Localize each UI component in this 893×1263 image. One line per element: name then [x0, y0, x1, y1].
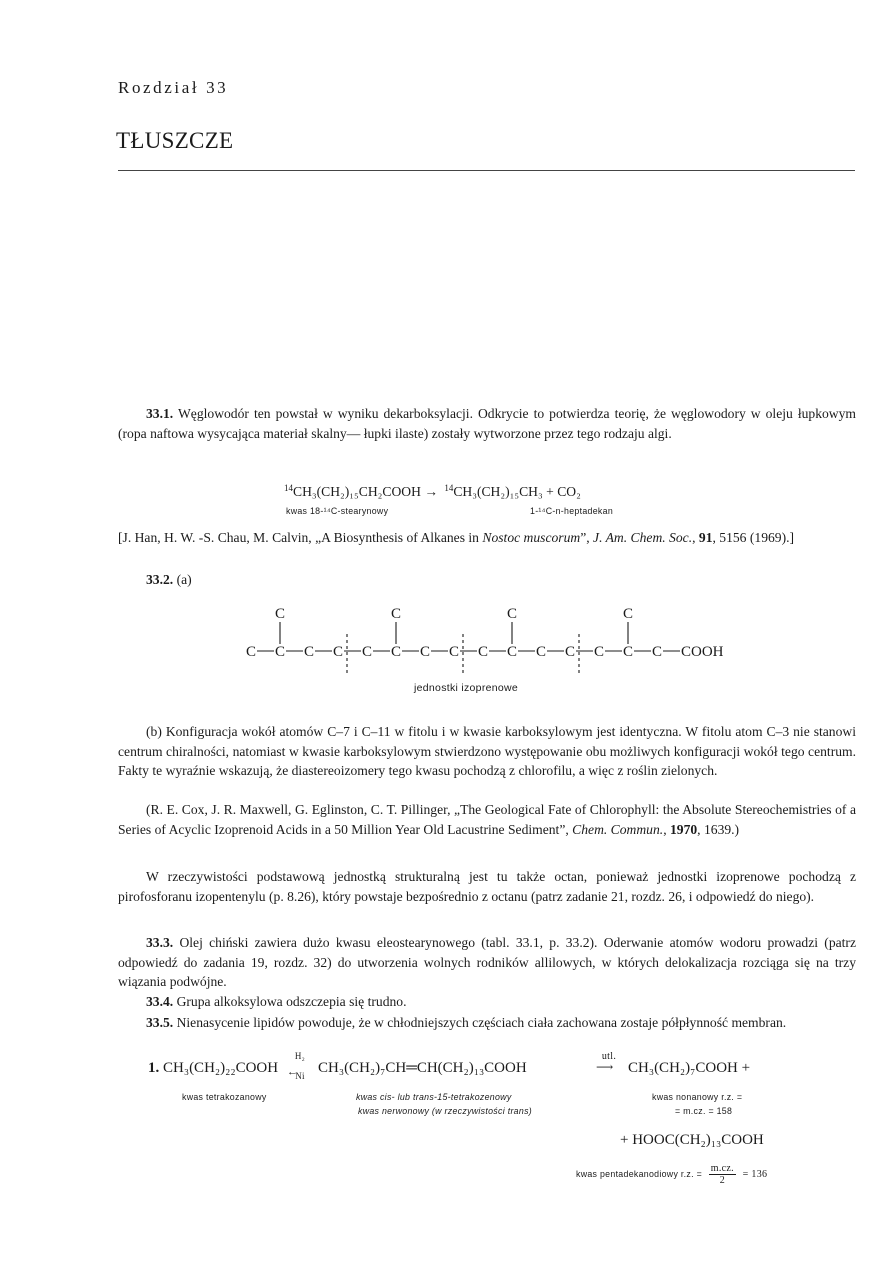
chain-carbon: C [623, 644, 634, 660]
ref-text: , [692, 530, 699, 545]
chain-carbon: C [391, 644, 402, 660]
ref-text: , 5156 (1969).] [712, 530, 795, 545]
ref-text: [J. Han, H. W. -S. Chau, M. Calvin, „A Biosynthesis of Alkanes in [118, 530, 483, 545]
arrow-label-top: utl. [601, 1051, 617, 1062]
reaction-products: CH₃(CH₂)₁₅CH₃ + CO₂ [453, 484, 581, 499]
ref-journal: J. Am. Chem. Soc. [593, 530, 693, 545]
answer-33-5 [118, 1013, 856, 1033]
carboxyl-group: COOH [681, 644, 724, 660]
reaction-reactant: CH₃(CH₂)₁₅CH₂COOH → [293, 484, 438, 499]
answer-number: 33.2. [146, 572, 174, 587]
answer-text: Grupa alkoksylowa odszczepia się trudno. [173, 994, 407, 1009]
equilibrium-arrow-hydrogenation [287, 1051, 313, 1084]
methyl-branch: C [391, 606, 402, 622]
equation-1 [148, 1060, 278, 1077]
chain-carbon: C [507, 644, 518, 660]
answer-number: 33.1. [146, 406, 174, 421]
chain-carbon: C [362, 644, 373, 660]
chapter-label: Rozdział 33 [118, 78, 229, 97]
answer-33-2-b: (b) Konfiguracja wokół atomów C–7 i C–11 w fitolu i w kwasie karboksylowym jest identyczna. W fitolu atom C–3 nie stanowi centrum chiralności, natomiast w kwasie karboksylowym stwierdzono występowanie obu możliwych konfiguracji wokół tego centrum. Fakty te wyraźnie wskazują, że diastereoizomery tego kwasu pochodzą z chlorofilu, a więc z roślin zielonych. [118, 724, 856, 778]
answer-number: 33.5. [146, 1015, 174, 1030]
ref-journal: Chem. Commun. [572, 821, 664, 837]
answer-number: 33.3. [146, 935, 174, 950]
answer-text: Nienasycenie lipidów powoduje, że w chłodniejszych częściach ciała zachowana zostaje półpłynność membran. [173, 1015, 787, 1030]
chain-carbon: C [536, 644, 547, 660]
ref-text: , 1639.) [697, 821, 740, 837]
chain-carbon: C [478, 644, 489, 660]
label-nerwonowy: kwas nerwonowy (w rzeczywistości trans) [358, 1106, 532, 1116]
chain-caption: jednostki izoprenowe [414, 682, 519, 694]
chain-atoms [246, 606, 724, 660]
oxidation-arrow [594, 1050, 624, 1078]
reaction-equation: $^{14}$CH₃(CH₂)₁₅CH₂COOH → $^{14}$CH₃(CH₂)₁₅CH₃ + CO₂ [284, 483, 581, 499]
chain-carbon: C [304, 644, 315, 660]
arrow-left-icon: ← [287, 1066, 298, 1078]
label-tetrakozenowy: kwas cis- lub trans-15-tetrakozenowy [356, 1092, 512, 1102]
ref-year: 1970 [669, 821, 698, 837]
fraction [709, 1163, 736, 1186]
label-nonanowy: kwas nonanowy r.z. = [652, 1092, 743, 1102]
methyl-branch: C [507, 606, 518, 622]
label-value: = 136 [742, 1168, 768, 1180]
equation-reactant: CH₃(CH₂)₂₂COOH [163, 1060, 279, 1076]
fraction-numerator: m.cz. [710, 1163, 734, 1174]
product-label: 1-¹⁴C-n-heptadekan [530, 506, 614, 516]
chain-carbon: C [565, 644, 576, 660]
equation-intermediate: CH₃(CH₂)₇CH═CH(CH₂)₁₃COOH [318, 1060, 527, 1076]
chain-carbon: C [246, 644, 257, 660]
answer-33-3 [118, 933, 856, 992]
label-tetrakozanowy: kwas tetrakozanowy [182, 1092, 267, 1102]
answer-text: Węglowodór ten powstał w wyniku dekarboksylacji. Odkrycie to potwierdza teorię, że węglowodory w oleju łupkowym (ropa naftowa wysycająca materiał skalny— łupki ilaste) zostały wytworzone przez tego rodzaju algi. [118, 406, 856, 441]
chain-carbon: C [652, 644, 663, 660]
chapter-title: TŁUSZCZE [116, 128, 234, 153]
ref-text: (R. E. Cox, J. R. Maxwell, G. Eglinston, C. T. Pillinger, „The Geological Fate of Chlorophyll: the Absolute Stereochemistries of a Series of Acyclic Izoprenoid Acids in a 50 Million Year Old Lacustrine Sediment”, [118, 802, 856, 837]
chain-carbon: C [594, 644, 605, 660]
chain-carbon: C [333, 644, 344, 660]
fraction-denominator: 2 [719, 1175, 725, 1186]
chain-bonds [257, 622, 680, 676]
arrow-label-top: H₂ [294, 1051, 306, 1061]
arrow-right-icon: ⟶ [596, 1060, 614, 1074]
answer-number: 33.4. [146, 994, 174, 1009]
answer-part: (a) [173, 572, 192, 587]
ref-italic: Nostoc muscorum [482, 530, 581, 545]
chain-carbon: C [420, 644, 431, 660]
equation-number: 1. [148, 1060, 160, 1076]
reactant-label: kwas 18-¹⁴C-stearynowy [286, 506, 389, 516]
ref-volume: 91 [698, 530, 713, 545]
chain-carbon: C [449, 644, 460, 660]
chain-carbon: C [275, 644, 286, 660]
methyl-branch: C [623, 606, 634, 622]
equation-product-2: + HOOC(CH₂)₁₃COOH [620, 1132, 764, 1148]
equation-product-1: CH₃(CH₂)₇COOH + [628, 1060, 751, 1076]
answer-text: Olej chiński zawiera dużo kwasu eleostearynowego (tabl. 33.1, p. 33.2). Oderwanie atomów wodoru prowadzi (patrz odpowiedź do zadania 19, rozdz. 32) do utworzenia wolnych rodników allilowych, w których delokalizacja rozciąga się na trzy wiązania podwójne. [118, 935, 856, 989]
methyl-branch: C [275, 606, 286, 622]
ref-text: , [663, 821, 670, 837]
ref-text: ”, [580, 530, 594, 545]
answer-33-4 [118, 992, 856, 1012]
reference-33-2 [118, 800, 856, 839]
label-pentadekanodiowy [576, 1163, 767, 1186]
label-text: kwas pentadekanodiowy r.z. = [576, 1168, 703, 1179]
label-nonanowy-value: = m.cz. = 158 [675, 1106, 733, 1116]
arrow-label-bottom: Ni [295, 1071, 305, 1081]
answer-33-2-c: W rzeczywistości podstawową jednostką strukturalną jest tu także octan, ponieważ jednostki izoprenowe pochodzą z pirofosforanu izopentenylu (p. 8.26), który powstaje bezpośrednio z octanu (patrz zadanie 21, rozdz. 26, i odpowiedź do niego). [118, 869, 856, 904]
